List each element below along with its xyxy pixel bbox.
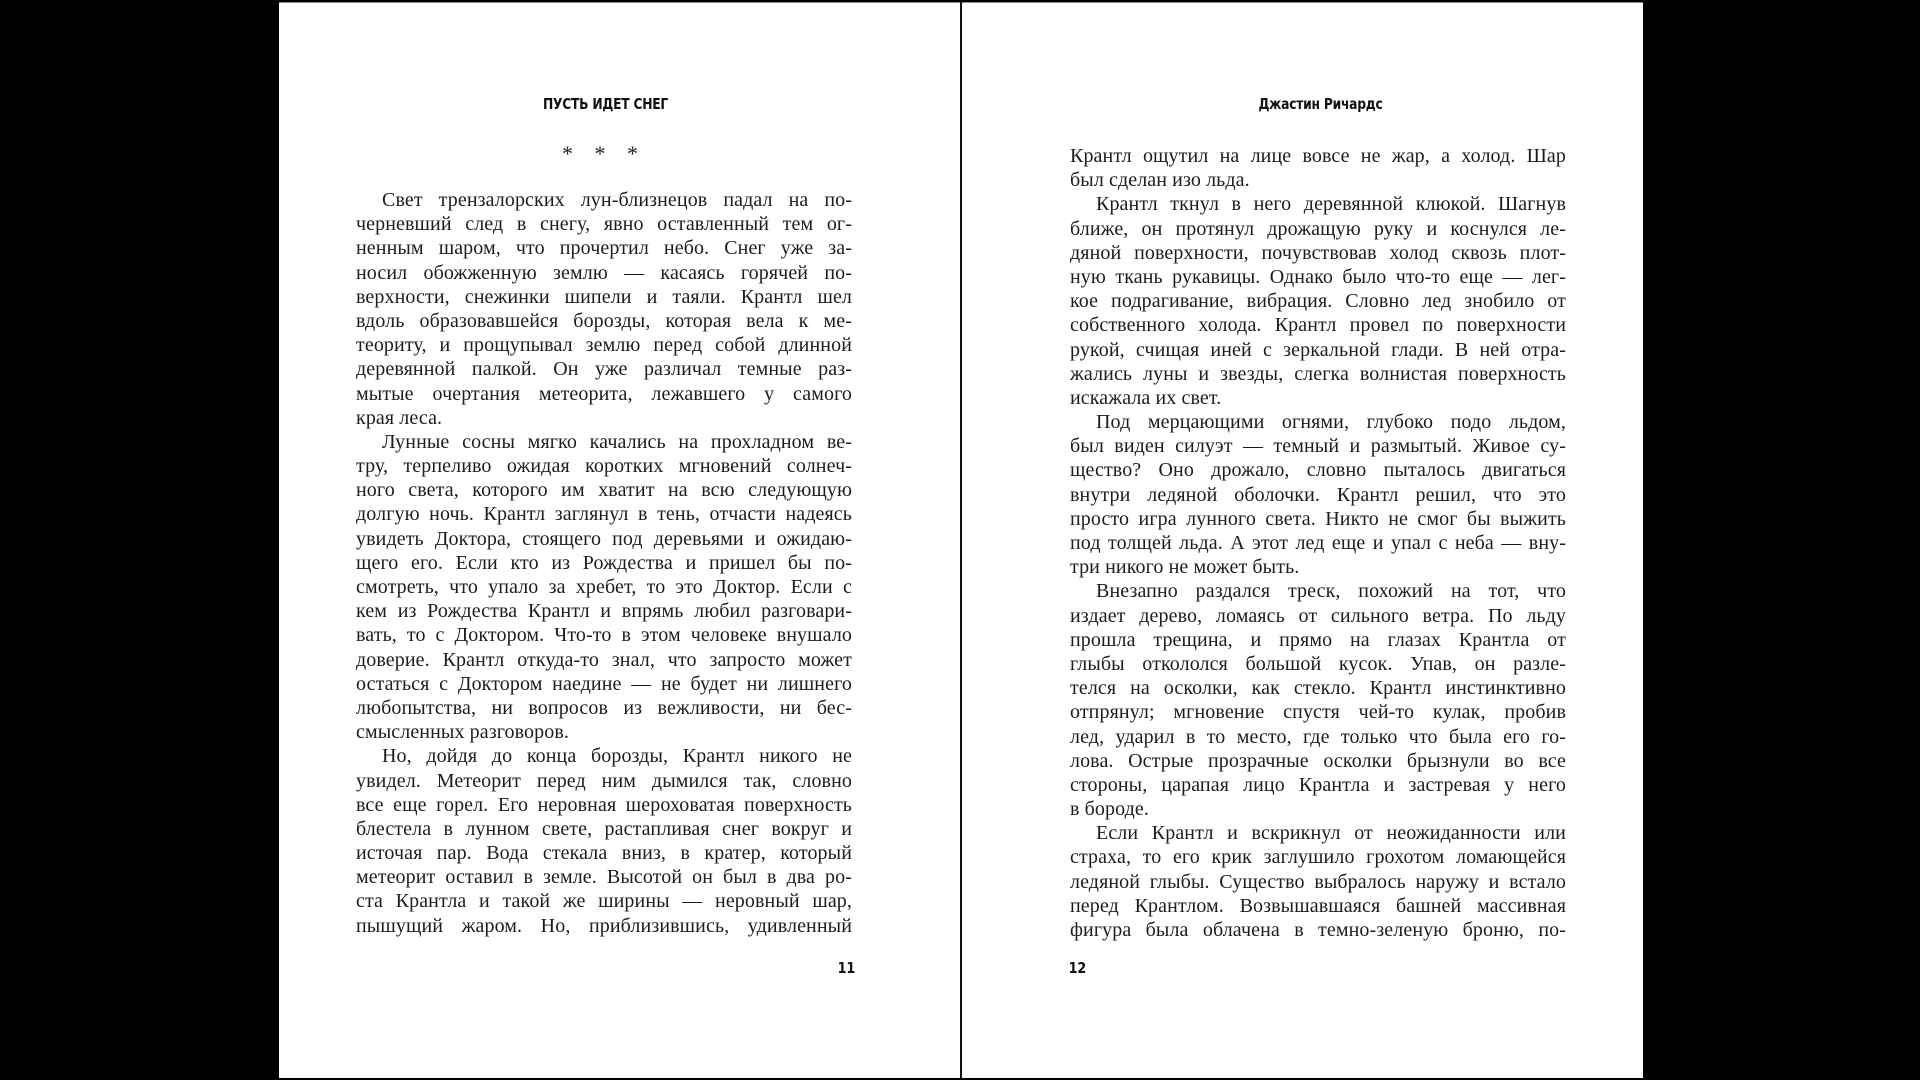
text-line: отпрянул; мгновение спустя чей-то кулак, пробив: [1070, 701, 1566, 724]
page-number-left: 11: [837, 959, 856, 977]
text-line: носил обожженную землю — касаясь горячей по-: [356, 261, 852, 284]
left-page[interactable]: [279, 2, 960, 1078]
text-line: долгую ночь. Крантл заглянул в тень, отчасти надеясь: [356, 503, 852, 526]
text-line: любопытства, ни вопросов из вежливости, ни бес-: [356, 696, 852, 719]
text-line: страха, то его крик заглушило грохотом ломающейся: [1070, 846, 1566, 869]
text-line: тру, терпеливо ожидая коротких мгновений солнеч-: [356, 455, 852, 478]
text-line: смысленных разговоров.: [356, 721, 569, 744]
text-line: источая пар. Вода стекала вниз, в кратер, который: [356, 842, 852, 865]
text-line: в бороде.: [1070, 798, 1149, 821]
text-line: увидеть Доктора, стоящего под деревьями и ожидаю-: [356, 527, 852, 550]
text-line: смотреть, что упало за хребет, то это Доктор. Если с: [356, 576, 852, 598]
text-line: был виден силуэт — темный и размытый. Живое су-: [1070, 435, 1566, 458]
text-line: ненным шаром, что прочертил небо. Снег уже за-: [356, 237, 852, 260]
text-line: ледяной глыбы. Существо выбралось наружу и встало: [1070, 870, 1566, 893]
text-line: метеорит оставил в земле. Высотой он был в два ро-: [356, 866, 852, 889]
text-line: лова. Острые прозрачные осколки брызнули во все: [1070, 749, 1566, 772]
text-line: собственного холода. Крантл провел по поверхности: [1070, 314, 1566, 337]
text-line: остаться с Доктором наедине — не будет ни лишнего: [356, 672, 852, 695]
text-line: искажала их свет.: [1070, 386, 1222, 409]
text-line: глыбы откололся большой кусок. Упав, он разле-: [1070, 652, 1566, 675]
text-line: стороны, царапая лицо Крантла и застревая у него: [1070, 773, 1566, 796]
text-line: края леса.: [356, 406, 443, 429]
right-text-column: [1070, 144, 1566, 942]
text-line: доверие. Крантл откуда-то знал, что запросто может: [356, 648, 852, 671]
text-line: дяной поверхности, почувствовав холод сквозь плот-: [1070, 241, 1566, 264]
text-line: прошла трещина, и прямо на глазах Крантла от: [1070, 628, 1566, 651]
running-head-author: Джастин Ричардс: [1258, 95, 1383, 113]
text-line: пышущий жаром. Но, приблизившись, удивленный: [356, 914, 852, 937]
text-line: Внезапно раздался треск, похожий на тот, что: [1096, 580, 1566, 603]
text-line: ста Крантла и такой же ширины — неровный шар,: [356, 890, 852, 913]
page-number-right: 12: [1068, 959, 1087, 977]
text-line: Свет трензалорских лун-близнецов падал на по-: [382, 189, 852, 211]
text-line: фигура была облачена в темно-зеленую броню, по-: [1070, 919, 1566, 941]
left-text-column: [356, 188, 852, 938]
text-line: лед, ударил в то место, где только что была его го-: [1070, 725, 1566, 748]
text-line: деревянной палкой. Он уже различал темные раз-: [356, 358, 852, 381]
text-line: щество? Оно дрожало, словно пыталось двигаться: [1070, 459, 1566, 482]
text-line: щего его. Если кто из Рождества и пришел бы по-: [356, 551, 852, 574]
text-line: ближе, он протянул дрожащую руку и коснулся ле-: [1070, 217, 1566, 240]
text-line: внутри ледяной оболочки. Крантл решил, что это: [1070, 483, 1566, 506]
text-line: Лунные сосны мягко качались на прохладном ве-: [382, 430, 852, 453]
text-line: телся на осколки, как стекло. Крантл инстинктивно: [1070, 677, 1566, 700]
right-page[interactable]: [962, 2, 1643, 1078]
text-line: жались луны и звезды, слегка волнистая поверхность: [1070, 362, 1566, 385]
text-line: вдоль образовавшейся борозды, которая вела к ме-: [356, 309, 852, 332]
text-line: ную ткань рукавицы. Однако было что-то еще — лег-: [1070, 265, 1566, 288]
text-line: мытые очертания метеорита, лежавшего у самого: [356, 382, 852, 405]
text-line: кое подрагивание, вибрация. Словно лед знобило от: [1070, 290, 1566, 313]
text-line: три никого не может быть.: [1070, 556, 1300, 579]
running-head-book-title: ПУСТЬ ИДЕТ СНЕГ: [542, 95, 669, 113]
text-line: кем из Рождества Крантл и впрямь любил разговари-: [356, 600, 852, 623]
text-line: рукой, счищая иней с зеркальной глади. В ней отра-: [1070, 338, 1566, 361]
text-line: Если Крантл и вскрикнул от неожиданности или: [1096, 822, 1566, 845]
text-line: был сделан изо льда.: [1070, 169, 1250, 192]
text-line: блестела в лунном свете, растапливая снег вокруг и: [356, 817, 852, 840]
text-line: все еще горел. Его неровная шероховатая поверхность: [356, 793, 852, 816]
text-line: перед Крантлом. Возвышавшаяся башней массивная: [1070, 894, 1566, 917]
text-line: верхности, снежинки шипели и таяли. Крантл шел: [356, 285, 852, 308]
text-line: увидел. Метеорит перед ним дымился так, словно: [356, 769, 852, 792]
text-line: Под мерцающими огнями, глубоко подо льдом,: [1096, 411, 1566, 434]
text-line: Крантл ощутил на лице вовсе не жар, а холод. Шар: [1070, 145, 1566, 167]
text-line: ного света, которого им хватит на всю следующую: [356, 479, 852, 502]
text-line: черневший след в снегу, явно оставленный тем ог-: [356, 213, 852, 236]
text-line: просто игра лунного света. Никто не смог бы выжить: [1070, 507, 1566, 530]
text-line: издает дерево, ломаясь от сильного ветра. По льду: [1070, 604, 1566, 627]
text-line: Но, дойдя до конца борозды, Крантл никого не: [382, 745, 852, 768]
book-spread: [279, 2, 1643, 1078]
section-separator: * * *: [562, 141, 646, 166]
text-line: вать, то с Доктором. Что-то в этом человеке внушало: [356, 624, 852, 647]
text-line: Крантл ткнул в него деревянной клюкой. Шагнув: [1096, 193, 1566, 216]
text-line: под толщей льда. А этот лед еще и упал с неба — вну-: [1070, 532, 1566, 554]
text-line: теориту, и прощупывал землю перед собой длинной: [356, 334, 852, 357]
